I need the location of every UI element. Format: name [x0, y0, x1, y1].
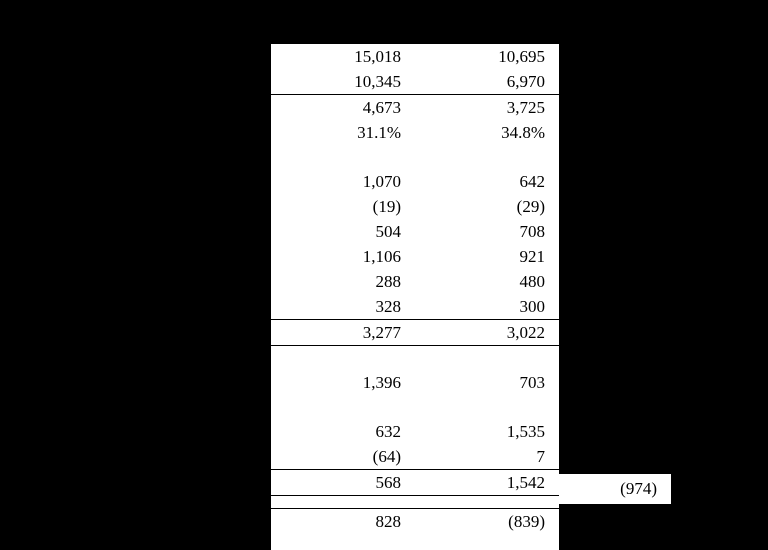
table-spacer-row: [271, 346, 559, 371]
table-row: [271, 269, 559, 294]
table-cell-prior-period: 10,695: [498, 47, 545, 66]
table-row: [271, 470, 559, 496]
table-cell-prior-period: 1,542: [415, 470, 559, 496]
financial-figures-table: [271, 44, 559, 534]
table-cell-prior-period: 34.8%: [501, 123, 545, 142]
table-cell-prior-period: 642: [519, 172, 545, 191]
table-cell-current-period: 632: [375, 422, 401, 441]
table-cell-prior-period: (839): [415, 509, 559, 535]
table-row: [271, 509, 559, 535]
table-cell-current-period: 1,396: [362, 373, 401, 392]
table-cell-current-period: [271, 346, 415, 371]
table-cell-current-period: 15,018: [354, 47, 401, 66]
aside-figure-value: (974): [620, 479, 657, 498]
table-cell-prior-period: [415, 346, 559, 371]
table-spacer-row: [271, 395, 559, 419]
table-cell-prior-period: [415, 395, 559, 419]
table-cell-prior-period: 703: [519, 373, 545, 392]
table-cell-current-period: 4,673: [271, 95, 415, 121]
table-cell-current-period: 568: [271, 470, 415, 496]
table-row: [271, 419, 559, 444]
table-row: [271, 320, 559, 346]
table-cell-current-period: [271, 496, 415, 509]
table-cell-prior-period: 708: [519, 222, 545, 241]
table-row: [271, 44, 559, 69]
table-row: [271, 120, 559, 145]
table-cell-current-period: 288: [375, 272, 401, 291]
table-cell-prior-period: [415, 145, 559, 169]
table-spacer-row: [271, 145, 559, 169]
table-row: [271, 294, 559, 320]
table-cell-current-period: [271, 395, 415, 419]
table-cell-current-period: 828: [271, 509, 415, 535]
table-spacer-row: [271, 496, 559, 509]
table-cell-current-period: [271, 145, 415, 169]
table-cell-current-period: (64): [372, 447, 401, 466]
table-cell-prior-period: [415, 496, 559, 509]
table-row: [271, 444, 559, 470]
table-cell-prior-period: 7: [536, 447, 545, 466]
table-cell-prior-period: 6,970: [506, 72, 545, 91]
table-cell-current-period: 504: [375, 222, 401, 241]
table-row: [271, 370, 559, 395]
aside-figure-box: [559, 474, 671, 504]
table-cell-current-period: 3,277: [271, 320, 415, 346]
table-cell-current-period: 31.1%: [357, 123, 401, 142]
table-row: [271, 95, 559, 121]
table-cell-prior-period: (29): [516, 197, 545, 216]
table-row: [271, 244, 559, 269]
table-cell-prior-period: 921: [519, 247, 545, 266]
table-row: [271, 194, 559, 219]
table-cell-prior-period: 3,725: [415, 95, 559, 121]
table-cell-prior-period: 1,535: [506, 422, 545, 441]
table-cell-current-period: 328: [375, 297, 401, 316]
table-row: [271, 219, 559, 244]
table-cell-current-period: (19): [372, 197, 401, 216]
table-cell-prior-period: 480: [519, 272, 545, 291]
table-row: [271, 69, 559, 95]
table-cell-current-period: 1,106: [362, 247, 401, 266]
table-cell-prior-period: 3,022: [415, 320, 559, 346]
table-cell-current-period: 10,345: [354, 72, 401, 91]
table-cell-prior-period: 300: [519, 297, 545, 316]
table-cell-current-period: 1,070: [362, 172, 401, 191]
table-row: [271, 169, 559, 194]
financial-table-panel: [271, 44, 559, 550]
